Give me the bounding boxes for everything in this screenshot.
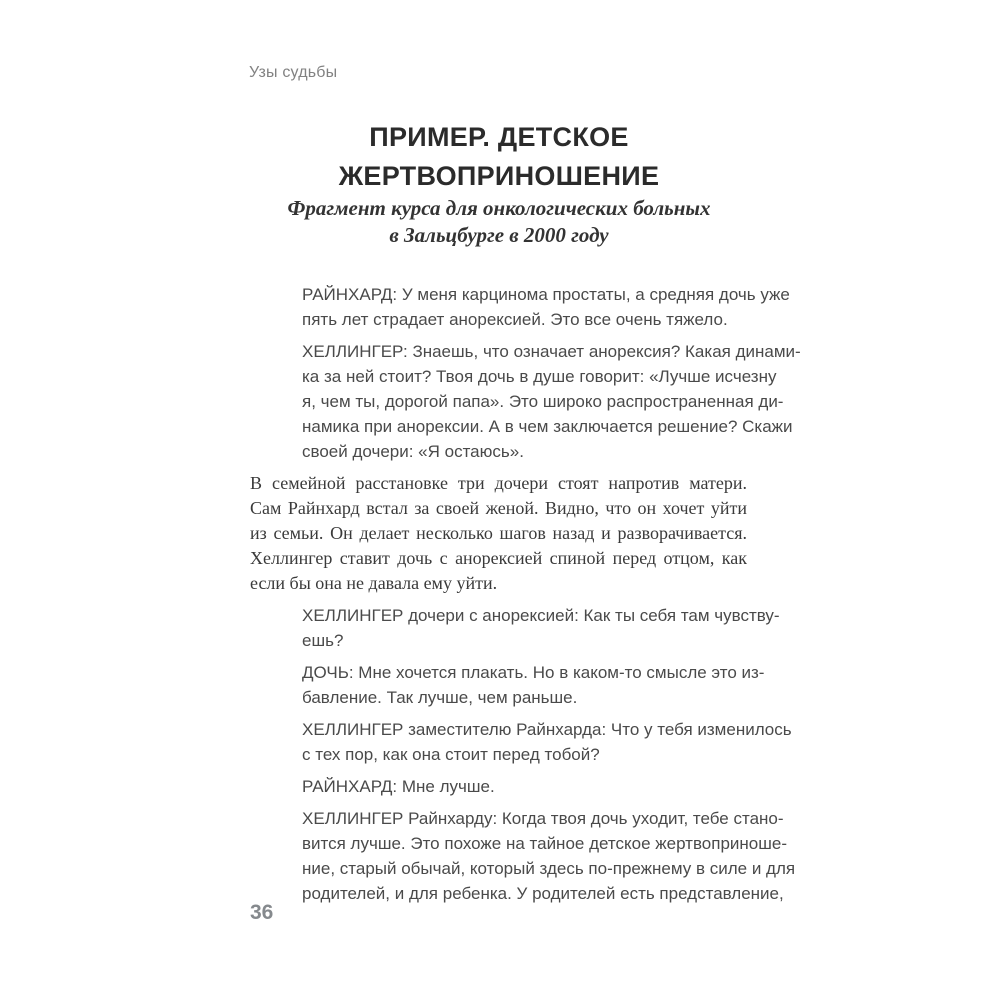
paragraph-narration	[250, 471, 747, 596]
text-line: ХЕЛЛИНГЕР заместителю Райнхарда: Что у тебя изменилось	[302, 720, 792, 739]
paragraph-dialogue	[250, 660, 765, 710]
chapter-title-line: ПРИМЕР. ДЕТСКОЕ	[369, 122, 629, 153]
paragraph-dialogue	[250, 339, 801, 464]
text-line: вится лучше. Это похоже на тайное детское жертвоприноше-	[302, 834, 787, 853]
chapter-title	[250, 118, 748, 196]
text-line: намика при анорексии. А в чем заключается решение? Скажи	[302, 417, 793, 436]
text-line: бавление. Так лучше, чем раньше.	[302, 688, 578, 707]
paragraph-dialogue	[250, 774, 747, 799]
text-line: РАЙНХАРД: Мне лучше.	[302, 777, 495, 796]
text-line: ние, старый обычай, который здесь по-прежнему в силе и для	[302, 859, 796, 878]
text-line: если бы она не давала ему уйти.	[250, 573, 498, 593]
chapter-title-line: ЖЕРТВОПРИНОШЕНИЕ	[338, 161, 660, 192]
text-line: я, чем ты, дорогой папа». Это широко распространенная ди-	[302, 392, 784, 411]
running-head: Узы судьбы	[249, 64, 338, 81]
text-line: своей дочери: «Я остаюсь».	[302, 442, 524, 461]
paragraph-dialogue	[250, 806, 796, 906]
text-line: Сам Райнхард встал за своей женой. Видно, что он хочет уйти	[250, 498, 747, 518]
content-blocks	[250, 282, 801, 913]
text-line: ХЕЛЛИНГЕР дочери с анорексией: Как ты себя там чувству-	[302, 606, 780, 625]
page-number: 36	[250, 901, 274, 924]
text-line: ХЕЛЛИНГЕР Райнхарду: Когда твоя дочь уходит, тебе стано-	[302, 809, 784, 828]
text-line: пять лет страдает анорексией. Это все очень тяжело.	[302, 310, 728, 329]
paragraph-dialogue	[250, 717, 792, 767]
text-line: РАЙНХАРД: У меня карцинома простаты, а средняя дочь уже	[302, 285, 790, 304]
text-line: Хеллингер ставит дочь с анорексией спиной перед отцом, как	[250, 548, 747, 568]
paragraph-dialogue	[250, 603, 780, 653]
text-line: В семейной расстановке три дочери стоят напротив матери.	[250, 473, 747, 493]
text-line: ХЕЛЛИНГЕР: Знаешь, что означает анорексия? Какая динами-	[302, 342, 801, 361]
text-line: родителей, и для ребенка. У родителей есть представление,	[302, 884, 784, 903]
text-line: ка за ней стоит? Твоя дочь в душе говорит: «Лучше исчезну	[302, 367, 777, 386]
chapter-subtitle-line: Фрагмент курса для онкологических больных	[287, 196, 711, 220]
chapter-subtitle-line: в Зальцбурге в 2000 году	[389, 223, 609, 247]
paragraph-dialogue	[250, 282, 790, 332]
text-line: ДОЧЬ: Мне хочется плакать. Но в каком-то смысле это из-	[302, 663, 765, 682]
text-line: из семьи. Он делает несколько шагов назад и разворачивается.	[250, 523, 747, 543]
text-line: с тех пор, как она стоит перед тобой?	[302, 745, 600, 764]
chapter-subtitle	[230, 195, 768, 249]
text-line: ешь?	[302, 631, 344, 650]
